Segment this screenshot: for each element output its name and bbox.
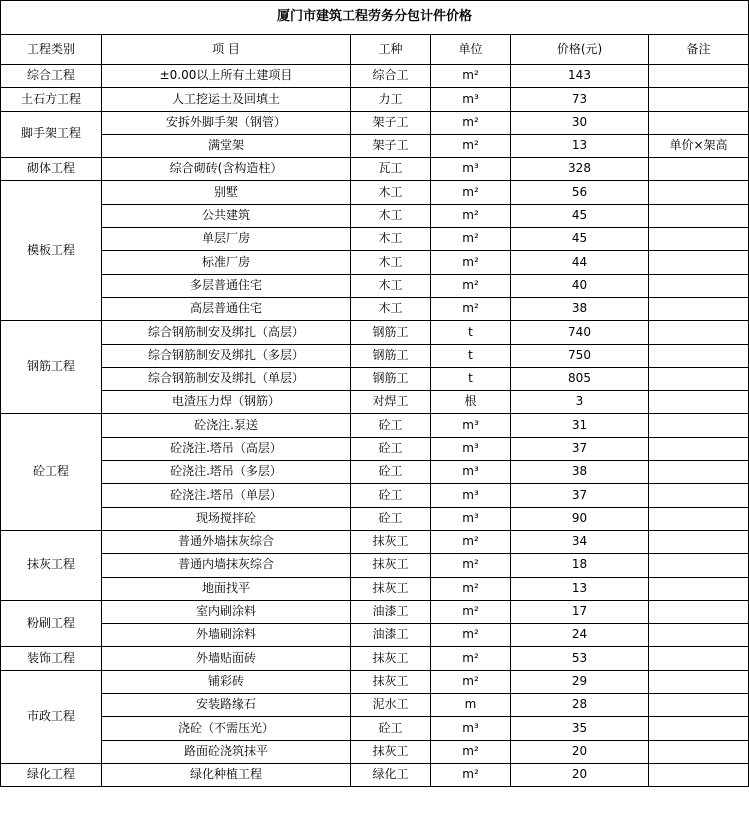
trade-cell: 泥水工 [351, 694, 431, 717]
category-cell: 砌体工程 [1, 158, 102, 181]
price-cell: 28 [511, 694, 649, 717]
category-cell: 抹灰工程 [1, 530, 102, 600]
item-cell: 砼浇注.泵送 [102, 414, 351, 437]
table-row [1, 600, 749, 623]
category-cell: 土石方工程 [1, 88, 102, 111]
remark-cell [649, 461, 749, 484]
price-cell: 18 [511, 554, 649, 577]
header-item: 项 目 [102, 35, 351, 65]
unit-cell: m [431, 694, 511, 717]
item-cell: 别墅 [102, 181, 351, 204]
unit-cell: m² [431, 740, 511, 763]
category-cell: 绿化工程 [1, 763, 102, 786]
item-cell: 公共建筑 [102, 204, 351, 227]
unit-cell: m³ [431, 484, 511, 507]
unit-cell: m³ [431, 507, 511, 530]
table-row [1, 181, 749, 204]
remark-cell [649, 647, 749, 670]
remark-cell [649, 251, 749, 274]
unit-cell: m² [431, 554, 511, 577]
price-cell: 45 [511, 228, 649, 251]
remark-cell [649, 763, 749, 786]
remark-cell [649, 204, 749, 227]
item-cell: 安装路缘石 [102, 694, 351, 717]
price-cell: 40 [511, 274, 649, 297]
remark-cell [649, 274, 749, 297]
category-cell: 粉刷工程 [1, 600, 102, 647]
category-cell: 装饰工程 [1, 647, 102, 670]
remark-cell [649, 530, 749, 553]
item-cell: 高层普通住宅 [102, 297, 351, 320]
table-row [1, 65, 749, 88]
remark-cell [649, 391, 749, 414]
price-cell: 31 [511, 414, 649, 437]
price-cell: 143 [511, 65, 649, 88]
item-cell: 砼浇注.塔吊（高层） [102, 437, 351, 460]
unit-cell: m² [431, 65, 511, 88]
remark-cell [649, 367, 749, 390]
price-cell: 34 [511, 530, 649, 553]
trade-cell: 综合工 [351, 65, 431, 88]
remark-cell [649, 554, 749, 577]
price-cell: 90 [511, 507, 649, 530]
category-cell: 脚手架工程 [1, 111, 102, 158]
unit-cell: m³ [431, 717, 511, 740]
table-row [1, 274, 749, 297]
table-row [1, 507, 749, 530]
price-cell: 20 [511, 763, 649, 786]
item-cell: 综合砌砖(含构造柱） [102, 158, 351, 181]
remark-cell [649, 740, 749, 763]
category-cell: 砼工程 [1, 414, 102, 530]
price-cell: 56 [511, 181, 649, 204]
remark-cell [649, 344, 749, 367]
price-cell: 3 [511, 391, 649, 414]
item-cell: 外墙刷涂料 [102, 624, 351, 647]
remark-cell [649, 670, 749, 693]
trade-cell: 抹灰工 [351, 670, 431, 693]
trade-cell: 木工 [351, 297, 431, 320]
item-cell: 绿化种植工程 [102, 763, 351, 786]
price-cell: 13 [511, 577, 649, 600]
trade-cell: 力工 [351, 88, 431, 111]
price-cell: 73 [511, 88, 649, 111]
trade-cell: 砼工 [351, 437, 431, 460]
remark-cell [649, 624, 749, 647]
item-cell: 单层厂房 [102, 228, 351, 251]
unit-cell: m² [431, 251, 511, 274]
remark-cell [649, 507, 749, 530]
table-row [1, 204, 749, 227]
price-cell: 53 [511, 647, 649, 670]
trade-cell: 木工 [351, 251, 431, 274]
table-row [1, 577, 749, 600]
unit-cell: m² [431, 530, 511, 553]
price-cell: 13 [511, 134, 649, 157]
table-row [1, 228, 749, 251]
unit-cell: m² [431, 181, 511, 204]
price-cell: 328 [511, 158, 649, 181]
trade-cell: 砼工 [351, 414, 431, 437]
table-row [1, 367, 749, 390]
unit-cell: m² [431, 600, 511, 623]
trade-cell: 油漆工 [351, 600, 431, 623]
unit-cell: m² [431, 297, 511, 320]
unit-cell: t [431, 321, 511, 344]
table-row [1, 134, 749, 157]
item-cell: ±0.00以上所有土建项目 [102, 65, 351, 88]
price-cell: 740 [511, 321, 649, 344]
table-row [1, 554, 749, 577]
trade-cell: 油漆工 [351, 624, 431, 647]
unit-cell: m² [431, 204, 511, 227]
unit-cell: m³ [431, 461, 511, 484]
remark-cell [649, 321, 749, 344]
unit-cell: m³ [431, 414, 511, 437]
table-row [1, 321, 749, 344]
item-cell: 电渣压力焊（钢筋） [102, 391, 351, 414]
unit-cell: t [431, 367, 511, 390]
remark-cell [649, 228, 749, 251]
price-cell: 24 [511, 624, 649, 647]
table-row [1, 391, 749, 414]
price-cell: 38 [511, 461, 649, 484]
price-cell: 37 [511, 484, 649, 507]
unit-cell: m² [431, 647, 511, 670]
table-row [1, 461, 749, 484]
trade-cell: 木工 [351, 204, 431, 227]
remark-cell [649, 437, 749, 460]
header-row [1, 35, 749, 65]
header-trade: 工种 [351, 35, 431, 65]
trade-cell: 抹灰工 [351, 740, 431, 763]
price-cell: 44 [511, 251, 649, 274]
table-row [1, 763, 749, 786]
table-row [1, 740, 749, 763]
trade-cell: 钢筋工 [351, 367, 431, 390]
remark-cell [649, 484, 749, 507]
item-cell: 地面找平 [102, 577, 351, 600]
item-cell: 砼浇注.塔吊（单层） [102, 484, 351, 507]
table-row [1, 694, 749, 717]
trade-cell: 木工 [351, 228, 431, 251]
category-cell: 市政工程 [1, 670, 102, 763]
item-cell: 普通内墙抹灰综合 [102, 554, 351, 577]
unit-cell: t [431, 344, 511, 367]
remark-cell [649, 717, 749, 740]
trade-cell: 抹灰工 [351, 530, 431, 553]
header-unit: 单位 [431, 35, 511, 65]
unit-cell: m² [431, 670, 511, 693]
trade-cell: 砼工 [351, 507, 431, 530]
item-cell: 普通外墙抹灰综合 [102, 530, 351, 553]
item-cell: 综合钢筋制安及绑扎（高层） [102, 321, 351, 344]
table-row [1, 484, 749, 507]
unit-cell: m² [431, 577, 511, 600]
table-row [1, 251, 749, 274]
price-cell: 805 [511, 367, 649, 390]
item-cell: 铺彩砖 [102, 670, 351, 693]
price-cell: 750 [511, 344, 649, 367]
item-cell: 现场搅拌砼 [102, 507, 351, 530]
trade-cell: 绿化工 [351, 763, 431, 786]
table-row [1, 111, 749, 134]
price-cell: 35 [511, 717, 649, 740]
remark-cell [649, 694, 749, 717]
price-cell: 30 [511, 111, 649, 134]
trade-cell: 瓦工 [351, 158, 431, 181]
item-cell: 综合钢筋制安及绑扎（多层） [102, 344, 351, 367]
price-cell: 38 [511, 297, 649, 320]
table-row [1, 530, 749, 553]
table-row [1, 414, 749, 437]
remark-cell [649, 181, 749, 204]
price-cell: 17 [511, 600, 649, 623]
table-row [1, 297, 749, 320]
table-row [1, 437, 749, 460]
table-row [1, 717, 749, 740]
table-title: 厦门市建筑工程劳务分包计件价格 [1, 1, 749, 35]
table-row [1, 158, 749, 181]
price-cell: 45 [511, 204, 649, 227]
trade-cell: 砼工 [351, 484, 431, 507]
item-cell: 安拆外脚手架（钢管） [102, 111, 351, 134]
trade-cell: 抹灰工 [351, 577, 431, 600]
trade-cell: 架子工 [351, 134, 431, 157]
table-row [1, 624, 749, 647]
trade-cell: 对焊工 [351, 391, 431, 414]
unit-cell: m³ [431, 88, 511, 111]
trade-cell: 钢筋工 [351, 321, 431, 344]
unit-cell: m² [431, 274, 511, 297]
remark-cell: 单价×架高 [649, 134, 749, 157]
trade-cell: 架子工 [351, 111, 431, 134]
item-cell: 外墙贴面砖 [102, 647, 351, 670]
unit-cell: m² [431, 228, 511, 251]
item-cell: 标准厂房 [102, 251, 351, 274]
item-cell: 砼浇注.塔吊（多层） [102, 461, 351, 484]
unit-cell: m³ [431, 437, 511, 460]
table-row [1, 647, 749, 670]
trade-cell: 砼工 [351, 461, 431, 484]
unit-cell: m² [431, 111, 511, 134]
header-price: 价格(元) [511, 35, 649, 65]
item-cell: 室内刷涂料 [102, 600, 351, 623]
item-cell: 路面砼浇筑抹平 [102, 740, 351, 763]
trade-cell: 抹灰工 [351, 554, 431, 577]
table-row [1, 670, 749, 693]
trade-cell: 抹灰工 [351, 647, 431, 670]
unit-cell: 根 [431, 391, 511, 414]
remark-cell [649, 414, 749, 437]
table-row [1, 344, 749, 367]
unit-cell: m³ [431, 158, 511, 181]
item-cell: 多层普通住宅 [102, 274, 351, 297]
header-category: 工程类别 [1, 35, 102, 65]
unit-cell: m² [431, 624, 511, 647]
trade-cell: 钢筋工 [351, 344, 431, 367]
unit-cell: m² [431, 763, 511, 786]
remark-cell [649, 577, 749, 600]
item-cell: 综合钢筋制安及绑扎（单层） [102, 367, 351, 390]
unit-cell: m² [431, 134, 511, 157]
remark-cell [649, 158, 749, 181]
price-cell: 37 [511, 437, 649, 460]
price-cell: 29 [511, 670, 649, 693]
category-cell: 模板工程 [1, 181, 102, 321]
trade-cell: 木工 [351, 181, 431, 204]
item-cell: 人工挖运土及回填土 [102, 88, 351, 111]
trade-cell: 砼工 [351, 717, 431, 740]
remark-cell [649, 297, 749, 320]
category-cell: 钢筋工程 [1, 321, 102, 414]
header-remark: 备注 [649, 35, 749, 65]
remark-cell [649, 111, 749, 134]
remark-cell [649, 65, 749, 88]
item-cell: 满堂架 [102, 134, 351, 157]
category-cell: 综合工程 [1, 65, 102, 88]
item-cell: 浇砼（不需压光） [102, 717, 351, 740]
price-cell: 20 [511, 740, 649, 763]
remark-cell [649, 600, 749, 623]
remark-cell [649, 88, 749, 111]
trade-cell: 木工 [351, 274, 431, 297]
table-row [1, 88, 749, 111]
